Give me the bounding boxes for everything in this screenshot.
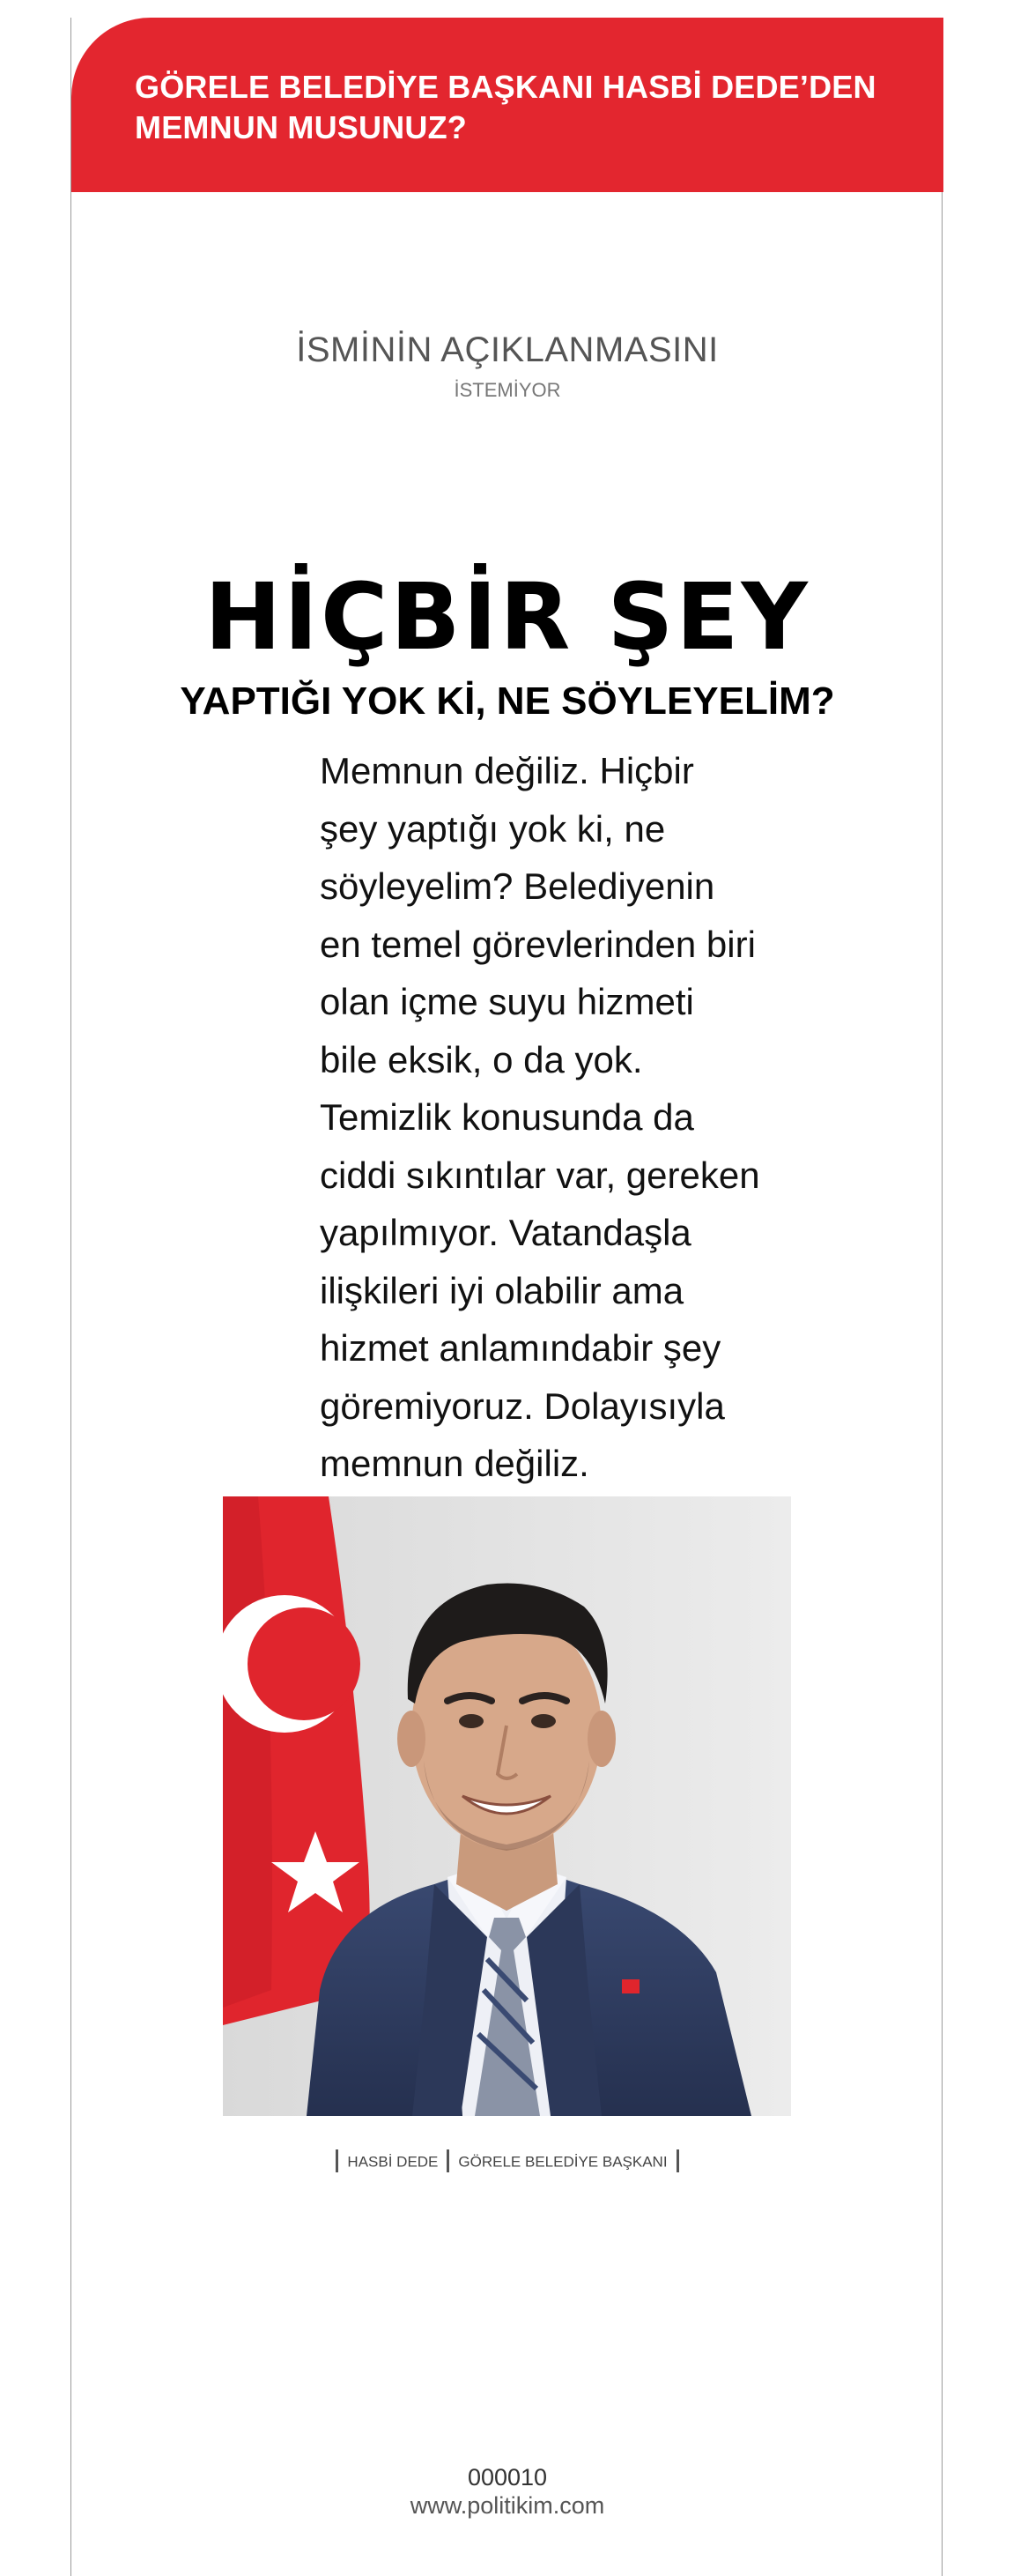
respondent-name: İSMİNİN AÇIKLANMASINI — [296, 330, 719, 369]
answer-headline: HİÇBİR ŞEY — [204, 563, 810, 671]
survey-card — [70, 18, 943, 2576]
answer-body-line: hizmet anlamındabir şey — [320, 1327, 721, 1369]
photo-caption — [71, 2149, 943, 2176]
answer-body-line: yapılmıyor. Vatandaşla — [320, 1212, 691, 1253]
portrait-photo — [223, 1496, 791, 2116]
answer-body-line: ilişkileri iyi olabilir ama — [320, 1269, 684, 1311]
portrait-illustration — [223, 1496, 791, 2116]
caption-name: HASBİ DEDE — [347, 2153, 439, 2171]
caption-divider — [677, 2149, 679, 2172]
answer-subheadline: YAPTIĞI YOK Kİ, NE SÖYLEYELİM? — [180, 679, 835, 723]
header-banner — [71, 18, 943, 192]
answer-body-line: memnun değiliz. — [320, 1443, 589, 1484]
caption-title: GÖRELE BELEDİYE BAŞKANI — [458, 2153, 668, 2171]
answer-body-line: Memnun değiliz. Hiçbir — [320, 750, 694, 791]
answer-body-line: söyleyelim? Belediyenin — [320, 865, 715, 907]
footer-url[interactable]: www.politikim.com — [410, 2492, 605, 2519]
footer-code: 000010 — [467, 2464, 548, 2491]
respondent-note: İSTEMİYOR — [454, 379, 561, 401]
answer-body-line: en temel görevlerinden biri — [320, 923, 756, 965]
header-title-line-2: MEMNUN MUSUNUZ? — [135, 109, 467, 145]
answer-body-line: bile eksik, o da yok. — [320, 1038, 643, 1080]
answer-body-line: göremiyoruz. Dolayısıyla — [320, 1385, 725, 1427]
answer-body-line: olan içme suyu hizmeti — [320, 981, 694, 1022]
header-title-line-1: GÖRELE BELEDİYE BAŞKANI HASBİ DEDE’DEN — [135, 69, 876, 105]
caption-divider — [447, 2149, 449, 2172]
caption-divider — [336, 2149, 338, 2172]
answer-body-line: şey yaptığı yok ki, ne — [320, 807, 666, 850]
answer-body — [320, 742, 760, 1493]
answer-body-line: ciddi sıkıntılar var, gereken — [320, 1154, 760, 1196]
header-title — [135, 67, 910, 148]
answer-body-line: Temizlik konusunda da — [320, 1096, 694, 1138]
